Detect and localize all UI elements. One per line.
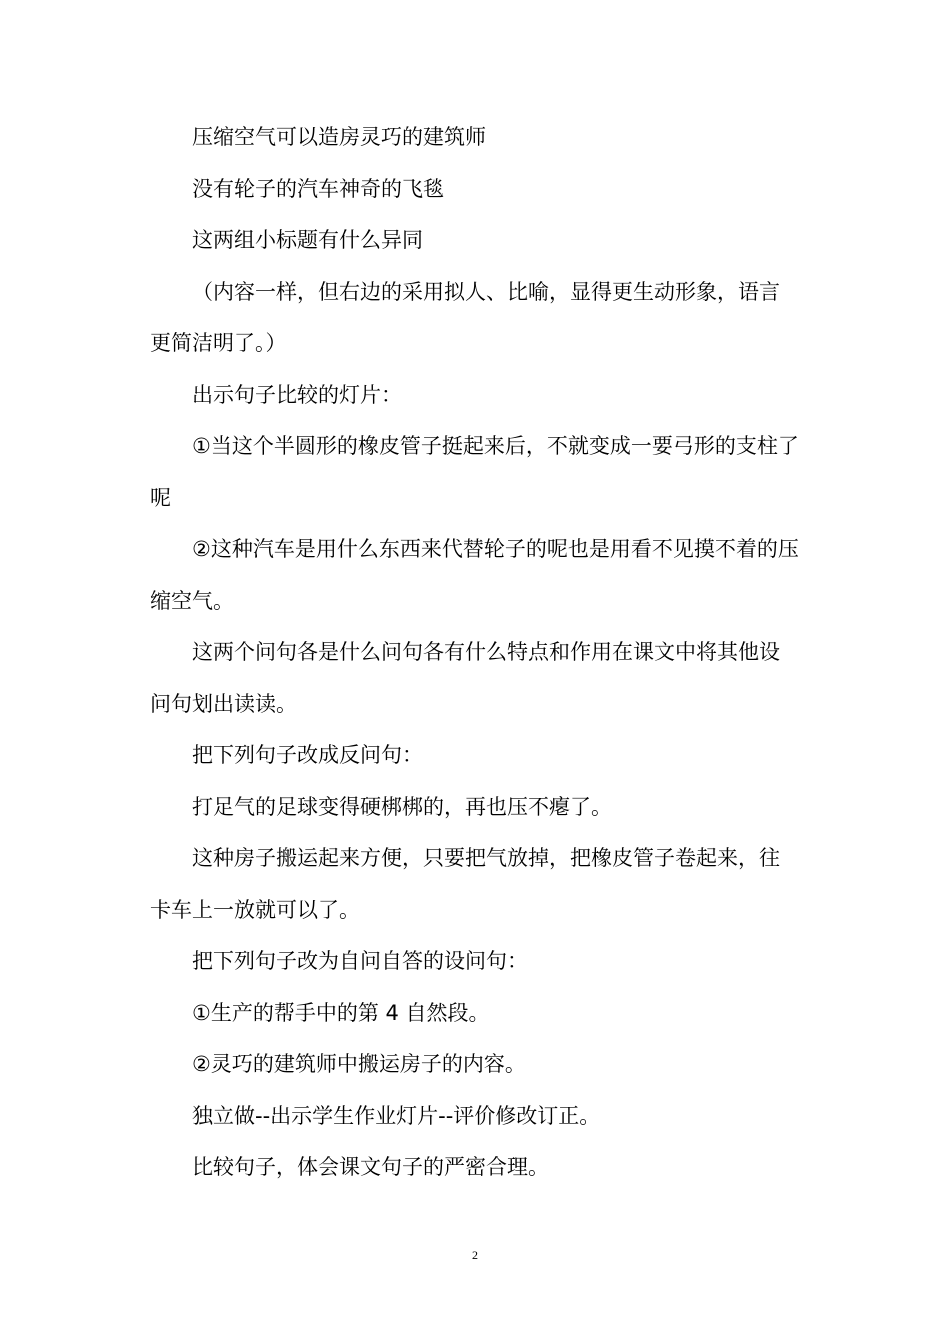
paragraph: ②这种汽车是用什么东西来代替轮子的呢也是用看不见摸不着的压缩空气。	[150, 537, 799, 613]
paragraph: （内容一样，但右边的采用拟人、比喻，显得更生动形象，语言更简洁明了。）	[150, 279, 780, 355]
paragraph: ①生产的帮手中的第 4 自然段。	[192, 1000, 490, 1025]
document-body	[150, 112, 800, 1194]
paragraph: ①当这个半圆形的橡皮管子挺起来后，不就变成一要弓形的支柱了呢	[150, 434, 799, 510]
paragraph: 出示句子比较的灯片：	[192, 382, 402, 407]
paragraph: 这种房子搬运起来方便，只要把气放掉，把橡皮管子卷起来，往卡车上一放就可以了。	[150, 846, 780, 922]
paragraph: 把下列句子改成反问句：	[192, 743, 423, 767]
paragraph: 这两个问句各是什么问句各有什么特点和作用在课文中将其他设问句划出读读。	[150, 640, 780, 716]
page-number: 2	[472, 1248, 478, 1262]
paragraph: 把下列句子改为自问自答的设问句：	[192, 949, 528, 973]
paragraph: 压缩空气可以造房灵巧的建筑师	[192, 125, 486, 149]
paragraph: 没有轮子的汽车神奇的飞毯	[192, 176, 444, 201]
paragraph: 打足气的足球变得硬梆梆的，再也压不瘪了。	[192, 794, 612, 819]
paragraph: 独立做--出示学生作业灯片--评价修改订正。	[192, 1103, 601, 1128]
paragraph: ②灵巧的建筑师中搬运房子的内容。	[192, 1052, 526, 1076]
paragraph: 这两组小标题有什么异同	[192, 228, 423, 252]
paragraph: 比较句子，体会课文句子的严密合理。	[192, 1155, 549, 1179]
